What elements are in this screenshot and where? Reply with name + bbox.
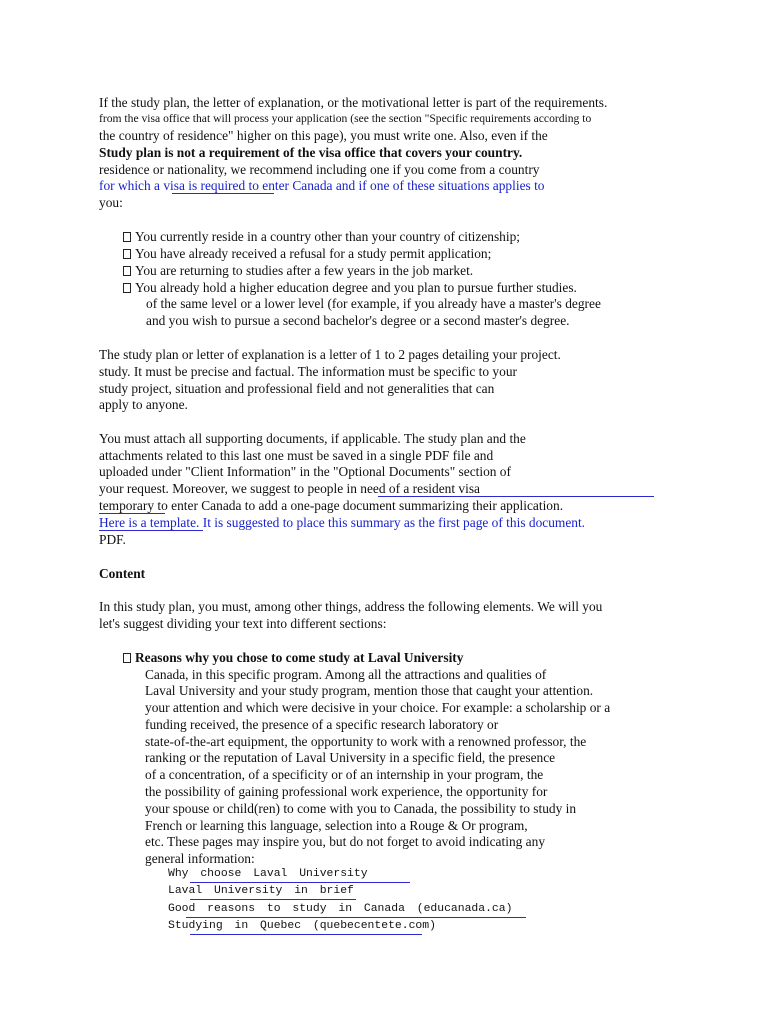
paragraph-line: your request. Moreover, we suggest to people in need of a resident visa [99,481,480,496]
paragraph-line: let's suggest dividing your text into different sections: [99,616,387,631]
paragraph-line: the country of residence" higher on this page), you must write one. Also, even if the [99,128,548,143]
paragraph-line: French or learning this language, selection into a Rouge & Or program, [145,818,528,833]
link-laval-in-brief[interactable]: Laval University in brief [168,885,354,897]
link-underline [172,193,274,194]
link-why-choose-laval[interactable]: Why choose Laval University [168,868,368,880]
list-item-continuation: of the same level or a lower level (for example, if you already have a master's degree [146,296,601,311]
bullet-box-icon [123,266,131,276]
paragraph-line: your spouse or child(ren) to come with you to Canada, the possibility to study in [145,801,577,816]
paragraph-line: general information: [145,851,255,866]
list-item-continuation: and you wish to pursue a second bachelor's degree or a second master's degree. [146,313,570,328]
link-underline [190,899,356,900]
paragraph-line: attachments related to this last one must be saved in a single PDF file and [99,448,494,463]
list-item: You already hold a higher education degree and you plan to pursue further studies. [123,279,577,296]
paragraph-line: Canada, in this specific program. Among all the attractions and qualities of [145,667,547,682]
visa-required-link[interactable]: for which a visa is required to enter Canada and if one of these situations applies to [99,178,545,193]
paragraph-line: You must attach all supporting documents, if applicable. The study plan and the [99,431,526,446]
paragraph-line: Laval University and your study program, mention those that caught your attention. [145,683,594,698]
list-item: You are returning to studies after a few years in the job market. [123,262,473,279]
paragraph-line: temporary to enter Canada to add a one-page document summarizing their application. [99,498,564,513]
paragraph-line: If the study plan, the letter of explanation, or the motivational letter is part of the requirements. [99,95,608,110]
bullet-box-icon [123,232,131,242]
bullet-box-icon [123,283,131,293]
paragraph-line: residence or nationality, we recommend including one if you come from a country [99,162,540,177]
paragraph-line: you: [99,195,123,210]
paragraph-line: uploaded under "Client Information" in the "Optional Documents" section of [99,464,511,479]
paragraph-line: funding received, the presence of a specific research laboratory or [145,717,499,732]
template-link[interactable]: Here is a template. It is suggested to place this summary as the first page of this document. [99,515,586,530]
paragraph-line: of a concentration, of a specificity or of an internship in your program, the [145,767,544,782]
paragraph-line: your attention and which were decisive in your choice. For example: a scholarship or a [145,700,611,715]
paragraph-line: In this study plan, you must, among other things, address the following elements. We will you [99,599,603,614]
paragraph-line: state-of-the-art equipment, the opportunity to work with a renowned professor, the [145,734,587,749]
bold-statement: Study plan is not a requirement of the visa office that covers your country. [99,145,523,160]
list-item: You currently reside in a country other than your country of citizenship; [123,228,520,245]
paragraph-line: the possibility of gaining professional work experience, the opportunity for [145,784,548,799]
paragraph-line: The study plan or letter of explanation is a letter of 1 to 2 pages detailing your project. [99,347,561,362]
link-underline [190,934,422,935]
paragraph-line: PDF. [99,532,126,547]
paragraph-line: study project, situation and professional field and not generalities that can [99,381,495,396]
paragraph-line: from the visa office that will process your application (see the section "Specific requirements according to [99,112,592,125]
bullet-box-icon [123,249,131,259]
link-reasons-study-canada[interactable]: Good reasons to study in Canada (educanada.ca) [168,903,513,915]
list-item: You have already received a refusal for a study permit application; [123,245,491,262]
paragraph-line: etc. These pages may inspire you, but do not forget to avoid indicating any [145,834,546,849]
link-studying-quebec[interactable]: Studying in Quebec (quebecentete.com) [168,920,436,932]
paragraph-line: apply to anyone. [99,397,188,412]
paragraph-line: study. It must be precise and factual. The information must be specific to your [99,364,517,379]
paragraph-line: ranking or the reputation of Laval University in a specific field, the presence [145,750,556,765]
content-heading: Content [99,566,146,581]
reasons-heading: Reasons why you chose to come study at Laval University [123,649,463,666]
bullet-box-icon [123,653,131,663]
